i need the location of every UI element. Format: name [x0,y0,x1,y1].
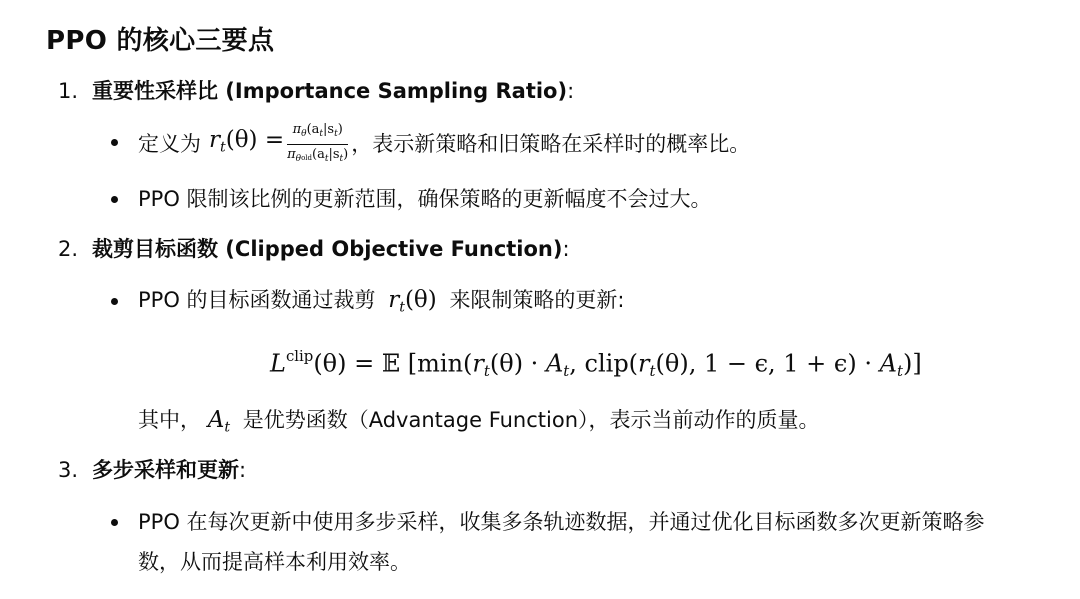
section-1-heading [92,76,574,106]
section-1-bullet-2: PPO 限制该比例的更新范围，确保策略的更新幅度不会过大。 [138,187,712,211]
section-1-bullet-1 [138,121,751,164]
section-1-heading-text: 重要性采样比 (Importance Sampling Ratio) [92,79,568,103]
bullet-dot [111,519,118,526]
ratio-numerator: $\pi_\theta(a_t|s_t)$ [287,122,348,145]
list-number-2: 2. [58,237,79,261]
advantage-note [138,405,820,442]
advantage-math: $A_t$ [207,407,231,436]
objective-suffix: 来限制策略的更新: [449,288,625,312]
bullet-dot [111,139,118,146]
section-3-heading [92,455,246,485]
ratio-denominator: $\pi_\theta old(a_t|s_t)$ [287,146,349,164]
ratio-math: $r_t(\theta)$ = [209,127,285,156]
list-number-1: 1. [58,79,79,103]
definition-suffix: ，表示新策略和旧策略在采样时的概率比。 [351,132,751,156]
section-2-bullet-1 [138,285,625,322]
page-title: PPO 的核心三要点 [46,26,275,56]
objective-prefix: PPO 的目标函数通过裁剪 [138,288,376,312]
section-3-bullet-1-line-2: 数，从而提高样本利用效率。 [138,550,411,574]
section-2-heading-text: 裁剪目标函数 (Clipped Objective Function) [92,237,563,261]
bullet-dot [111,298,118,305]
section-3-colon: : [239,458,247,482]
note-suffix: 是优势函数（Advantage Function），表示当前动作的质量。 [242,408,820,432]
list-number-3: 3. [58,458,79,482]
bullet-dot [111,196,118,203]
ratio-inline-math: $r_t(\theta)$ [388,287,437,316]
section-2-colon: : [562,237,570,261]
ratio-fraction [287,122,348,167]
section-1-colon: : [567,79,575,103]
section-3-heading-text: 多步采样和更新 [92,458,239,482]
note-prefix: 其中， [138,408,201,432]
section-3-bullet-1-line-1: PPO 在每次更新中使用多步采样，收集多条轨迹数据，并通过优化目标函数多次更新策略参 [138,510,985,534]
clip-objective-formula: $L^{clip}(\theta)$ = 𝔼 [$\min(r_t(\theta) \cdot A_t$, $clip(r_t(\theta)$, 1 − ϵ, $1 + \epsilon) \cdot A_t$)] [270,347,922,380]
definition-prefix: 定义为 [138,132,201,156]
section-2-heading [92,234,570,264]
